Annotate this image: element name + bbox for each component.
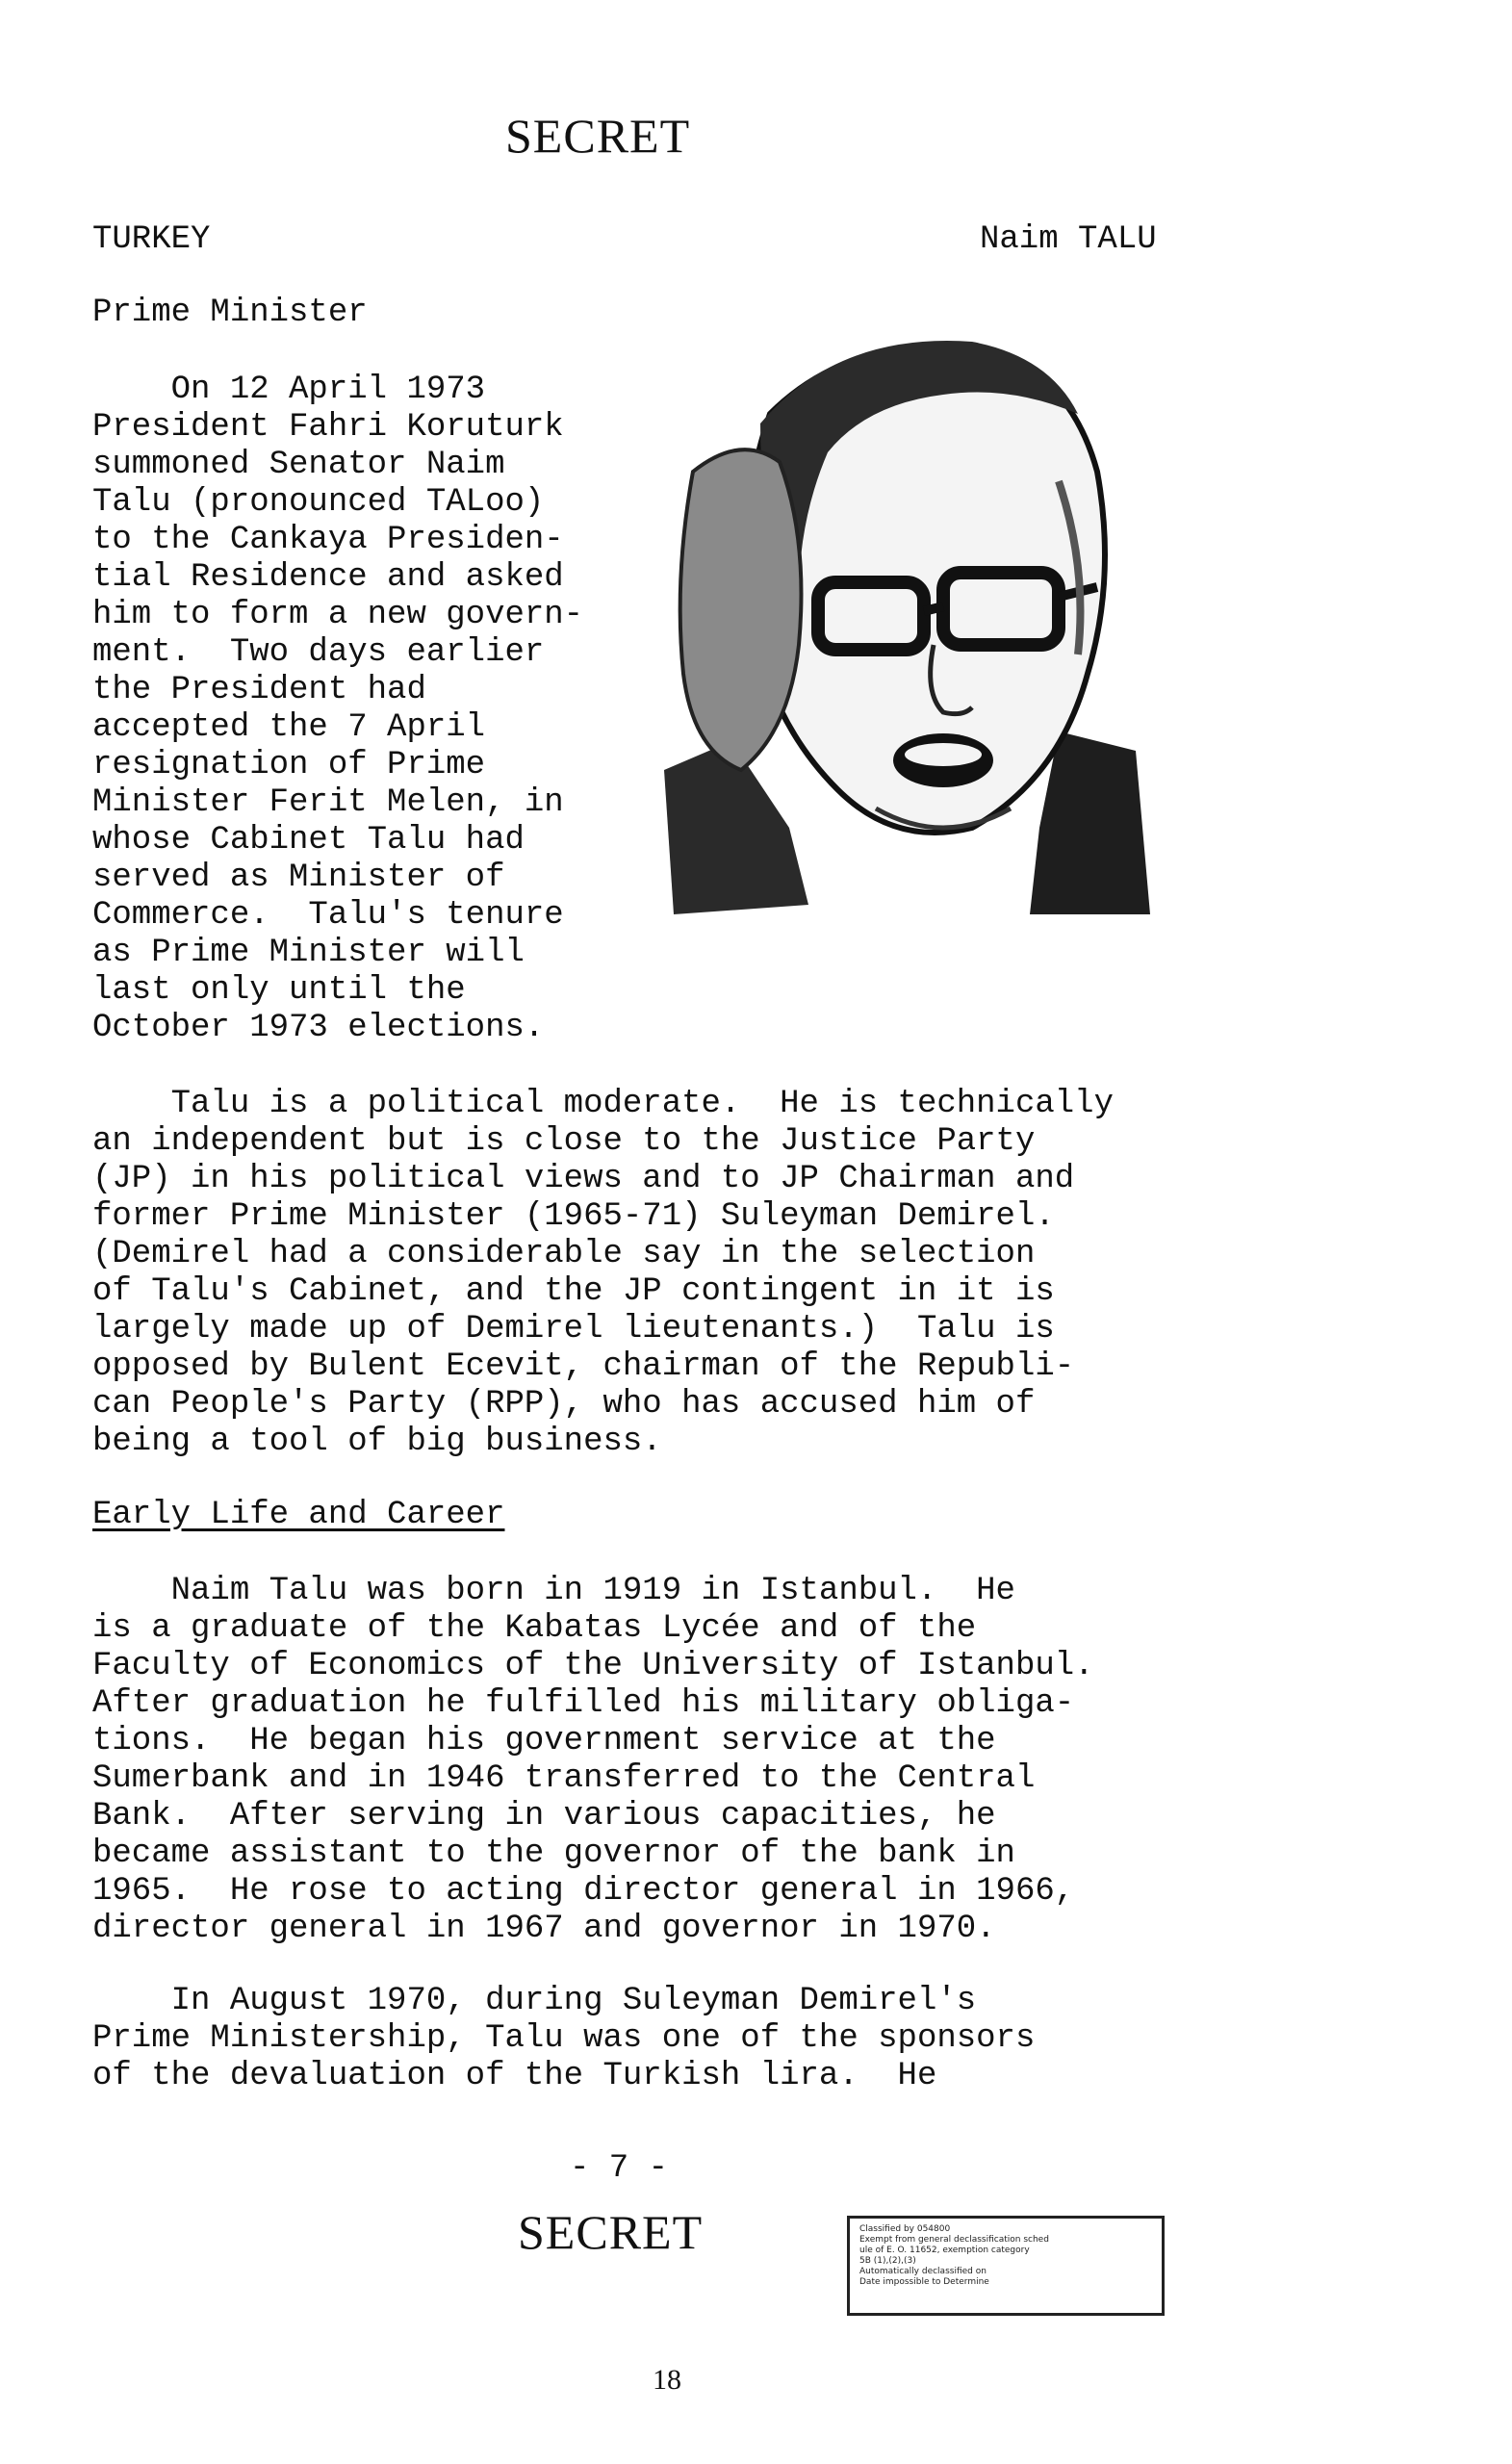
text-line: can People's Party (RPP), who has accused him of [92,1386,1036,1423]
subject-name: Naim TALU [980,221,1157,258]
stamp-line: ule of E. O. 11652, exemption category [859,2246,1030,2255]
section-heading: Early Life and Career [92,1497,505,1533]
text-line: him to form a new govern- [92,597,584,633]
text-line: former Prime Minister (1965-71) Suleyman Demirel. [92,1198,1055,1235]
stamp-line: Exempt from general declassification sched [859,2235,1049,2245]
text-line: accepted the 7 April [92,709,486,746]
text-line: Commerce. Talu's tenure [92,897,564,934]
early-life-paragraph [92,1573,1094,1948]
text-line: director general in 1967 and governor in 1970. [92,1911,996,1947]
classification-footer: SECRET [518,2205,704,2259]
country-label: TURKEY [92,221,211,258]
portrait-image [654,327,1174,943]
text-line: President Fahri Koruturk [92,409,564,446]
text-line: (Demirel had a considerable say in the selection [92,1236,1036,1272]
text-line: ment. Two days earlier [92,634,545,671]
text-line: Naim Talu was born in 1919 in Istanbul. He [92,1573,1015,1609]
stamp-line: 5B (1),(2),(3) [859,2256,916,2266]
stamp-line: Date impossible to Determine [859,2277,989,2287]
text-line: to the Cankaya Presiden- [92,522,564,558]
stamp-line: Classified by 054800 [859,2224,951,2234]
intro-paragraph [92,372,670,1047]
text-line: served as Minister of [92,860,505,896]
text-line: the President had [92,672,426,708]
page-number: - 7 - [570,2150,669,2187]
text-line: as Prime Minister will [92,935,525,971]
text-line: On 12 April 1973 [92,372,486,408]
text-line: tial Residence and asked [92,559,564,596]
text-line: 1965. He rose to acting director general in 1966, [92,1873,1075,1910]
text-line: tions. He began his government service at the [92,1723,996,1759]
declassification-stamp [847,2216,1165,2316]
text-line: opposed by Bulent Ecevit, chairman of the Republi- [92,1348,1075,1385]
text-line: whose Cabinet Talu had [92,822,525,859]
text-line: (JP) in his political views and to JP Chairman and [92,1161,1075,1197]
devaluation-paragraph [92,1983,1035,2095]
text-line: Sumerbank and in 1946 transferred to the Central [92,1760,1036,1797]
classification-header: SECRET [505,109,691,163]
politics-paragraph [92,1086,1114,1461]
text-line: Talu is a political moderate. He is technically [92,1086,1114,1122]
text-line: largely made up of Demirel lieutenants.) Talu is [92,1311,1055,1348]
stamp-line: Automatically declassified on [859,2267,987,2276]
text-line: being a tool of big business. [92,1424,662,1460]
text-line: Prime Ministership, Talu was one of the sponsors [92,2020,1036,2057]
text-line: is a graduate of the Kabatas Lycée and of the [92,1610,977,1647]
text-line: Talu (pronounced TALoo) [92,484,545,521]
text-line: In August 1970, during Suleyman Demirel's [92,1983,977,2019]
text-line: Minister Ferit Melen, in [92,784,564,821]
subject-title: Prime Minister [92,295,368,331]
text-line: resignation of Prime [92,747,486,783]
text-line: October 1973 elections. [92,1010,545,1046]
text-line: Bank. After serving in various capacities, he [92,1798,996,1835]
text-line: summoned Senator Naim [92,447,505,483]
text-line: After graduation he fulfilled his military obliga- [92,1685,1075,1722]
text-line: Faculty of Economics of the University of Istanbul. [92,1648,1094,1684]
text-line: of Talu's Cabinet, and the JP contingent in it is [92,1273,1055,1310]
text-line: became assistant to the governor of the bank in [92,1835,1015,1872]
text-line: an independent but is close to the Justice Party [92,1123,1036,1160]
text-line: last only until the [92,972,466,1009]
text-line: of the devaluation of the Turkish lira. He [92,2058,937,2094]
sheet-number: 18 [653,2364,681,2396]
